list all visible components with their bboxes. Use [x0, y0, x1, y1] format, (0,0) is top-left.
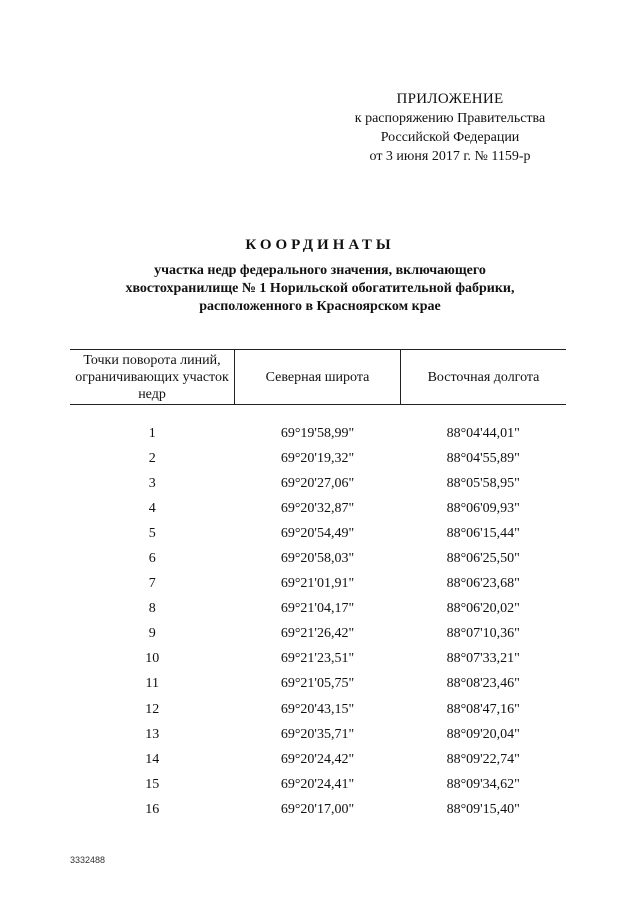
appendix-line-2: Российской Федерации [380, 130, 520, 145]
cell-latitude: 69°21'26,42" [280, 626, 355, 642]
cell-latitude: 69°20'24,42" [280, 751, 355, 767]
cell-latitude: 69°20'43,15" [280, 701, 355, 717]
table-row [70, 697, 566, 722]
cell-point: 16 [145, 801, 160, 817]
header-longitude: Восточная долгота [400, 350, 566, 405]
cell-latitude: 69°21'05,75" [280, 676, 355, 692]
subtitle-line-1: участка недр федерального значения, включающего [154, 263, 486, 278]
cell-latitude: 69°20'17,00" [280, 801, 355, 817]
cell-latitude: 69°21'23,51" [280, 651, 355, 667]
table-row [70, 496, 566, 521]
table-row [70, 546, 566, 571]
cell-longitude: 88°07'10,36" [446, 626, 520, 642]
cell-latitude: 69°20'32,87" [280, 500, 355, 516]
cell-point: 15 [145, 776, 160, 792]
cell-latitude: 69°20'19,32" [280, 450, 355, 466]
appendix-block [330, 90, 570, 166]
cell-longitude: 88°09'15,40" [446, 801, 520, 817]
cell-longitude: 88°09'20,04" [446, 726, 520, 742]
cell-longitude: 88°09'22,74" [446, 751, 520, 767]
cell-latitude: 69°20'35,71" [280, 726, 355, 742]
cell-longitude: 88°08'47,16" [446, 701, 520, 717]
table-row [70, 672, 566, 697]
cell-longitude: 88°06'23,68" [446, 576, 520, 592]
subtitle-line-3: расположенного в Красноярском крае [199, 299, 441, 314]
cell-point: 9 [148, 626, 156, 642]
cell-longitude: 88°08'23,46" [446, 676, 520, 692]
cell-longitude: 88°06'15,44" [446, 525, 520, 541]
cell-point: 3 [148, 475, 156, 491]
table-row [70, 722, 566, 747]
table-row [70, 421, 566, 446]
cell-longitude: 88°06'09,93" [446, 500, 520, 516]
table-row [70, 797, 566, 822]
header-latitude: Северная широта [235, 350, 401, 405]
cell-latitude: 69°19'58,99" [280, 425, 355, 441]
appendix-line-3: от 3 июня 2017 г. № 1159-р [369, 149, 531, 164]
cell-latitude: 69°20'27,06" [280, 475, 355, 491]
cell-latitude: 69°21'01,91" [280, 576, 355, 592]
table-row [70, 772, 566, 797]
document-title: КООРДИНАТЫ [245, 237, 395, 253]
header-point: Точки поворота линий, ограничивающих участок недр [70, 350, 235, 405]
cell-latitude: 69°20'58,03" [280, 551, 355, 567]
cell-point: 1 [148, 425, 156, 441]
document-number: 3332488 [70, 855, 106, 865]
table-row [70, 647, 566, 672]
cell-longitude: 88°06'25,50" [446, 551, 520, 567]
cell-point: 7 [148, 576, 156, 592]
cell-point: 2 [148, 450, 156, 466]
table-row [70, 747, 566, 772]
cell-longitude: 88°05'58,95" [446, 475, 520, 491]
document-subtitle [70, 262, 570, 316]
cell-longitude: 88°07'33,21" [446, 651, 520, 667]
cell-point: 8 [148, 601, 156, 617]
coordinates-table [70, 349, 566, 823]
table-row [70, 597, 566, 622]
appendix-heading: ПРИЛОЖЕНИЕ [396, 91, 504, 107]
appendix-line-1: к распоряжению Правительства [354, 111, 546, 126]
cell-latitude: 69°21'04,17" [280, 601, 355, 617]
cell-longitude: 88°04'44,01" [446, 425, 520, 441]
table-header-row [70, 350, 566, 405]
cell-longitude: 88°06'20,02" [446, 601, 520, 617]
table-spacer [70, 405, 566, 422]
cell-point: 6 [148, 551, 156, 567]
cell-point: 12 [145, 701, 160, 717]
table-row [70, 622, 566, 647]
cell-point: 14 [145, 751, 160, 767]
cell-longitude: 88°09'34,62" [446, 776, 520, 792]
cell-latitude: 69°20'24,41" [280, 776, 355, 792]
table-row [70, 521, 566, 546]
cell-point: 13 [145, 726, 160, 742]
cell-point: 11 [145, 676, 159, 692]
subtitle-line-2: хвостохранилище № 1 Норильской обогатительной фабрики, [125, 281, 515, 296]
cell-point: 10 [145, 651, 160, 667]
cell-point: 4 [148, 500, 156, 516]
table-row [70, 446, 566, 471]
table-row [70, 471, 566, 496]
cell-longitude: 88°04'55,89" [446, 450, 520, 466]
cell-latitude: 69°20'54,49" [280, 525, 355, 541]
cell-point: 5 [148, 525, 156, 541]
table-row [70, 572, 566, 597]
table-body [70, 405, 566, 823]
